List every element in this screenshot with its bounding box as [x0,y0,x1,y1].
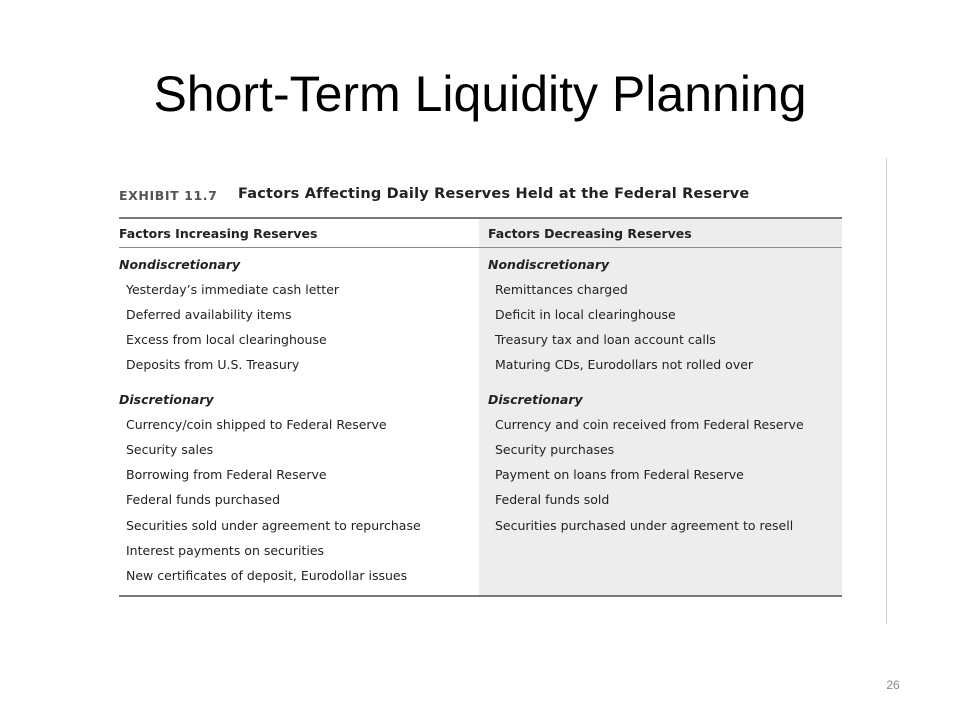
table-bottom-rule [119,595,842,597]
right-column-background [479,219,842,595]
list-item: Securities purchased under agreement to resell [495,518,794,533]
list-item: Deferred availability items [126,307,292,322]
right-discretionary-title: Discretionary [488,392,583,407]
list-item: Remittances charged [495,282,628,297]
list-item: Security sales [126,442,214,457]
page-number: 26 [886,678,900,692]
list-item: Yesterday’s immediate cash letter [126,282,340,297]
list-item: Excess from local clearinghouse [126,332,327,347]
list-item: Borrowing from Federal Reserve [126,467,327,482]
table-top-rule [119,217,842,219]
list-item: Securities sold under agreement to repurchase [126,518,421,533]
list-item: Currency and coin received from Federal Reserve [495,417,804,432]
list-item: Interest payments on securities [126,543,325,558]
right-nondiscretionary-title: Nondiscretionary [488,257,610,272]
exhibit-title: Factors Affecting Daily Reserves Held at the Federal Reserve [238,186,750,202]
list-item: Security purchases [495,442,615,457]
list-item: New certificates of deposit, Eurodollar issues [126,568,408,583]
list-item: Deficit in local clearinghouse [495,307,676,322]
exhibit-label: EXHIBIT 11.7 [119,188,218,203]
reserves-table [119,217,842,597]
image-edge-divider [886,158,887,624]
list-item: Federal funds sold [495,492,610,507]
right-column-header: Factors Decreasing Reserves [488,226,692,241]
list-item: Currency/coin shipped to Federal Reserve [126,417,387,432]
list-item: Maturing CDs, Eurodollars not rolled over [495,357,754,372]
exhibit-header [119,184,842,210]
left-discretionary-title: Discretionary [119,392,214,407]
list-item: Payment on loans from Federal Reserve [495,467,744,482]
list-item: Deposits from U.S. Treasury [126,357,300,372]
list-item: Federal funds purchased [126,492,281,507]
list-item: Treasury tax and loan account calls [495,332,716,347]
slide-title: Short-Term Liquidity Planning [153,66,807,122]
table-header-rule [119,247,842,248]
left-nondiscretionary-title: Nondiscretionary [119,257,241,272]
left-column-header: Factors Increasing Reserves [119,226,318,241]
